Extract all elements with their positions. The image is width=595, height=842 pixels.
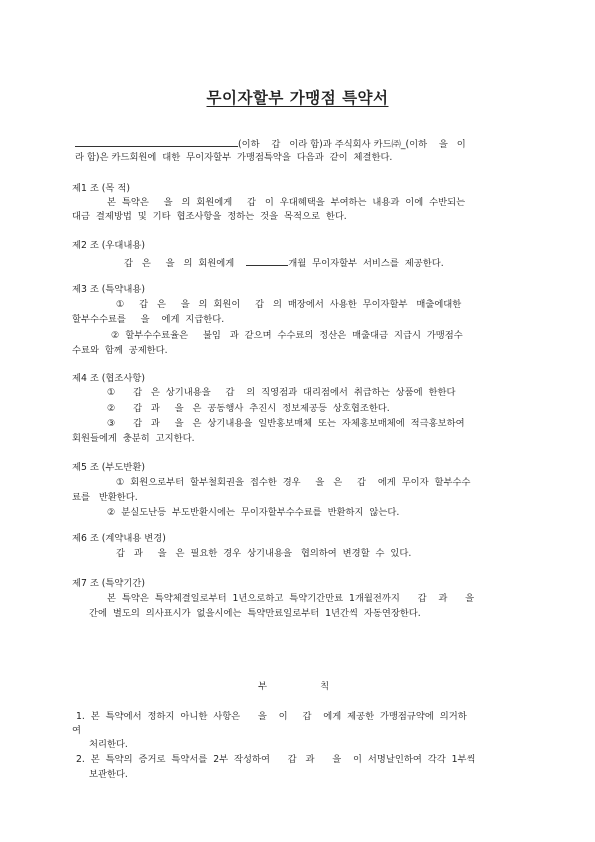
article-3-line: 할부수수료를 을 에게 지급한다. <box>72 314 225 325</box>
appendix-line: 1. 본 특약에서 정하지 아니한 사항은 을 이 갑 에게 제공한 가맹점규약에 의거하 <box>76 711 467 722</box>
appendix-heading: 부 칙 <box>258 681 330 692</box>
article-4-line: ① 갑 은 상기내용을 갑 의 직영점과 대리점에서 취급하는 상품에 한한다 <box>107 387 456 398</box>
preamble-line-1: (이하 갑 이라 함)과 주식회사 카드㈜_(이하 을 이 <box>75 137 466 151</box>
article-3-line: ① 갑 은 을 의 회원이 갑 의 매장에서 사용한 무이자할부 매출에대한 <box>116 299 462 310</box>
preamble-line-2: 라 함)은 카드회원에 대한 무이자할부 가맹점특약을 다음과 같이 체결한다. <box>75 152 393 163</box>
article-6-heading: 제6 조 (계약내용 변경) <box>72 533 166 544</box>
article-5-heading: 제5 조 (부도반환) <box>72 462 145 473</box>
article-1-line: 대금 결제방법 및 기타 협조사항을 정하는 것을 목적으로 한다. <box>72 211 347 222</box>
months-blank <box>246 256 288 266</box>
article-3-line: ② 할부수수료율은 불임 과 같으며 수수료의 정산은 매출대금 지급시 가맹점수 <box>111 330 463 341</box>
article-2-heading: 제2 조 (우대내용) <box>72 240 145 251</box>
article-4-line: ③ 갑 과 을 은 상기내용을 일반홍보매체 또는 자체홍보매체에 적극홍보하여 <box>107 418 465 429</box>
party-name-blank <box>75 137 238 147</box>
article-7-line: 본 특약은 특약체결일로부터 1년으로하고 특약기간만료 1개월전까지 갑 과 을 <box>107 593 475 604</box>
appendix-line: 2. 본 특약의 증거로 특약서를 2부 작성하여 갑 과 을 이 서명날인하여 각각 1부씩 <box>76 754 476 765</box>
article-7-heading: 제7 조 (특약기간) <box>72 578 145 589</box>
article-3-heading: 제3 조 (특약내용) <box>72 284 145 295</box>
appendix-line: 처리한다. <box>89 739 128 750</box>
article-5-line: ② 분실도난등 부도반환시에는 무이자할부수수료를 반환하지 않는다. <box>107 507 400 518</box>
article-7-line: 간에 별도의 의사표시가 없을시에는 특약만료일로부터 1년간씩 자동연장한다. <box>89 608 421 619</box>
article-1-heading: 제1 조 (목 적) <box>72 183 130 194</box>
appendix-line: 여 <box>72 725 81 736</box>
article-4-heading: 제4 조 (협조사항) <box>72 373 145 384</box>
article-3-line: 수료와 함께 공제한다. <box>72 345 168 356</box>
appendix-line: 보관한다. <box>89 769 128 780</box>
document-title: 무이자할부 가맹점 특약서 <box>206 89 389 107</box>
article-2-line: 갑 은 을 의 회원에게 개월 무이자할부 서비스를 제공한다. <box>124 258 444 269</box>
article-1-line: 본 특약은 을 의 회원에게 갑 이 우대혜택을 부여하는 내용과 이에 수반되는 <box>107 197 466 208</box>
article-4-line: ② 갑 과 을 은 공동행사 추진시 정보제공등 상호협조한다. <box>107 403 390 414</box>
article-5-line: ① 회원으로부터 할부철회권을 접수한 경우 을 은 갑 에게 무이자 할부수수 <box>116 477 471 488</box>
article-4-line: 회원들에게 충분히 고지한다. <box>72 433 195 444</box>
article-5-line: 료를 반환한다. <box>72 492 138 503</box>
article-6-line: 갑 과 을 은 필요한 경우 상기내용을 협의하여 변경할 수 있다. <box>116 548 412 559</box>
